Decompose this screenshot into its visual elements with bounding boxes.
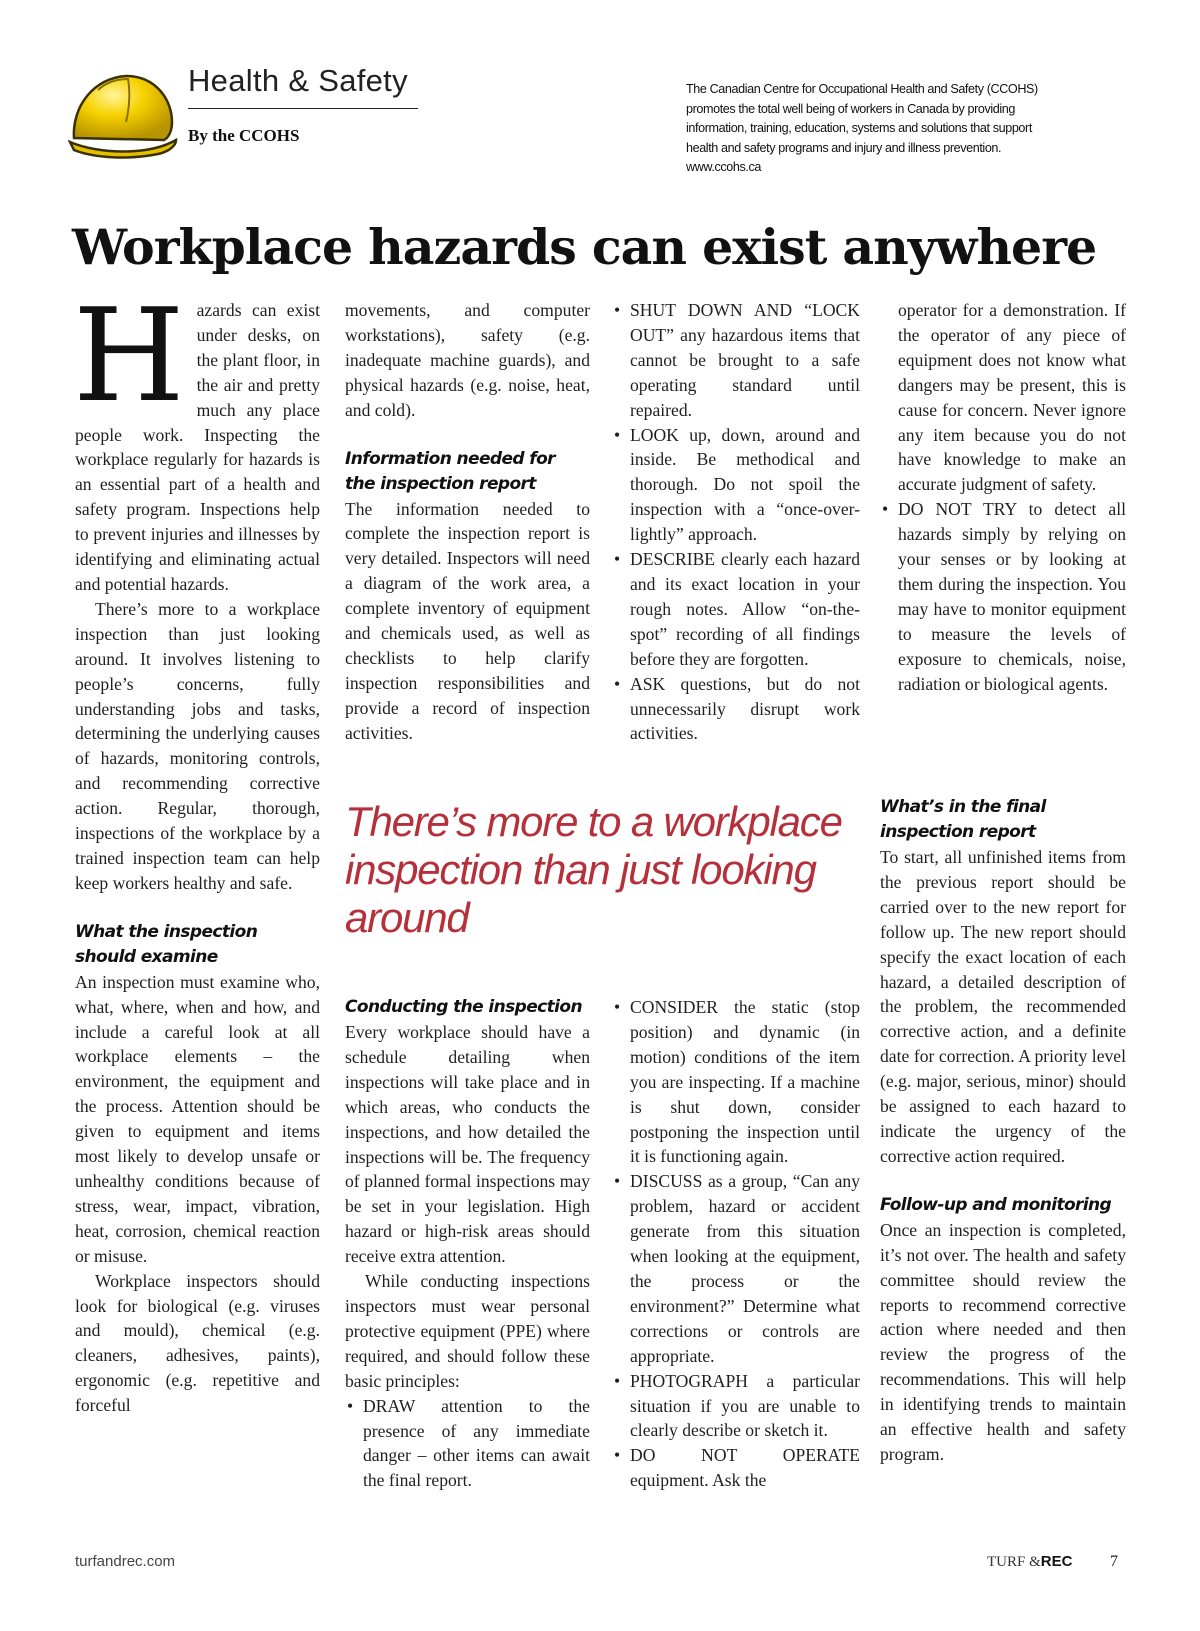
list-item: • LOOK up, down, around and inside. Be methodical and thorough. Do not spoil the inspection with a “once-over-lightly” approach. [612, 423, 860, 548]
principles-list [880, 497, 1126, 696]
section-divider [188, 108, 418, 109]
hard-hat-icon [68, 60, 180, 160]
list-item: • DISCUSS as a group, “Can any problem, hazard or accident generate from this situation when looking at the equipment, the process or the environment?” Determine what corrections or controls are appropriate. [612, 1169, 860, 1368]
principles-list [612, 995, 860, 1493]
about-line: health and safety programs and injury and illness prevention. [686, 140, 1002, 155]
intro-paragraph [73, 282, 320, 597]
list-item: • ASK questions, but do not unnecessarily disrupt work activities. [612, 672, 860, 747]
article-headline: Workplace hazards can exist anywhere [72, 218, 1097, 276]
body-paragraph: The information needed to complete the inspection report is very detailed. Inspectors will need a diagram of the work area, a complete inventory of equipment and chemicals used, as well as checklists to help clarify inspection responsibilities and provide a record of inspection activities. [345, 498, 590, 743]
ccohs-about-blurb [686, 80, 1126, 178]
about-line: The Canadian Centre for Occupational Health and Safety (CCOHS) [686, 82, 1038, 96]
magazine-name-rec: REC [1040, 1553, 1073, 1570]
section-title: Health & Safety [188, 63, 408, 98]
column-3-bottom [612, 995, 860, 1493]
list-item: • CONSIDER the static (stop position) and dynamic (in motion) conditions of the item you are inspecting. If a machine is shut down, consider postponing the inspection until it is functioning again. [612, 995, 860, 1169]
spacer [345, 423, 590, 447]
subheading-final-report: What’s in the final inspection report [880, 797, 1046, 842]
column-3-top [612, 298, 860, 746]
list-item-continued: operator for a demonstration. If the operator of any piece of equipment does not know what dangers may be present, this is cause for concern. Never ignore any item because you do not have knowledge to make an accurate judgment of safety. [898, 300, 1126, 495]
principles-list [612, 298, 860, 746]
pull-quote-text: There’s more to a workplace inspection than just looking around [345, 798, 842, 941]
footer-website: turfandrec.com [75, 1553, 176, 1570]
column-4-bottom [880, 795, 1126, 1467]
spacer [75, 896, 320, 920]
list-item: • DO NOT TRY to detect all hazards simply by relying on your senses or by looking at them during the inspection. You may have to monitor equipment to measure the levels of exposure to chemicals, noise, radiation or biological agents. [880, 497, 1126, 696]
body-paragraph: There’s more to a workplace inspection than just looking around. It involves listening to people’s concerns, fully understanding jobs and tasks, determining the underlying causes of hazards, monitoring controls, and recommending corrective action. Regular, thorough, inspections of the workplace by a trained inspection team can help keep workers healthy and safe. [75, 598, 320, 893]
list-item: • DRAW attention to the presence of any immediate danger – other items can await the final report. [345, 1394, 590, 1494]
list-item: • PHOTOGRAPH a particular situation if you are unable to clearly describe or sketch it. [612, 1369, 860, 1444]
pull-quote [345, 798, 865, 942]
body-paragraph: Once an inspection is completed, it’s not over. The health and safety committee should review the reports to recommend corrective action where needed and then review the progress of the recommendations. This will help in identifying trends to maintain an effective health and safety program. [880, 1219, 1126, 1464]
body-paragraph: While conducting inspections inspectors must wear personal protective equipment (PPE) where required, and should follow these basic principles: [345, 1271, 590, 1391]
magazine-name-turf: TURF & [987, 1554, 1041, 1570]
column-1 [73, 282, 320, 1418]
body-paragraph: movements, and computer workstations), safety (e.g. inadequate machine guards), and physical hazards (e.g. noise, heat, and cold). [345, 300, 590, 420]
footer-magazine-name [987, 1553, 1072, 1571]
subheading-info: Information needed for the inspection report [345, 448, 555, 494]
subheading-examine: What the inspection should examine [75, 921, 258, 967]
list-item: • DO NOT OPERATE equipment. Ask the [612, 1443, 860, 1493]
page-number: 7 [1110, 1553, 1118, 1570]
about-line: promotes the total well being of workers in Canada by providing [686, 101, 1016, 116]
intro-text: azards can exist under desks, on the plant floor, in the air and pretty much any place people work. Inspecting the workplace regularly for hazards is an essential part of a health and safety program. Inspections help to prevent injuries and illnesses by identifying and eliminating actual and potential hazards. [75, 300, 320, 594]
subheading-conducting: Conducting the inspection [345, 997, 582, 1017]
body-paragraph: Workplace inspectors should look for biological (e.g. viruses and mould), chemical (e.g. cleaners, adhesives, paints), ergonomic (e.g. repetitive and forceful [75, 1270, 320, 1416]
spacer [880, 1169, 1126, 1193]
principles-list [345, 1394, 590, 1494]
subheading-followup: Follow-up and monitoring [880, 1194, 1112, 1215]
drop-cap: H [73, 282, 185, 431]
column-2-bottom [345, 995, 590, 1493]
column-2-top [345, 298, 590, 746]
list-item: • DESCRIBE clearly each hazard and its exact location in your rough notes. Allow “on-the-spot” recording of all findings before they are forgotten. [612, 547, 860, 672]
about-line: information, training, education, systems and solutions that support [686, 121, 1032, 135]
column-4-top [880, 298, 1126, 697]
body-paragraph: An inspection must examine who, what, where, when and how, and include a careful look at all workplace elements – the environment, the equipment and the process. Attention should be given to equipment and items most likely to develop unsafe or unhealthy conditions because of stress, wear, impact, vibration, heat, corrosion, chemical reaction or misuse. [75, 971, 320, 1266]
body-paragraph: To start, all unfinished items from the previous report should be carried over to the new report for follow up. The new report should specify the exact location of each hazard, a detailed description of the problem, the recommended corrective action, and a definite date for correction. A priority level (e.g. major, serious, minor) should be assigned to each hazard to indicate the urgency of the corrective action required. [880, 847, 1126, 1166]
list-item: • SHUT DOWN AND “LOCK OUT” any hazardous items that cannot be brought to a safe operating standard until repaired. [612, 298, 860, 423]
body-paragraph: Every workplace should have a schedule detailing when inspections will take place and in which areas, who conducts the inspections, and how detailed the inspections will be. The frequency of planned formal inspections may be set in your legislation. High hazard or high-risk areas should receive extra attention. [345, 1022, 590, 1267]
byline: By the CCOHS [188, 126, 300, 145]
about-url: www.ccohs.ca [686, 160, 761, 174]
